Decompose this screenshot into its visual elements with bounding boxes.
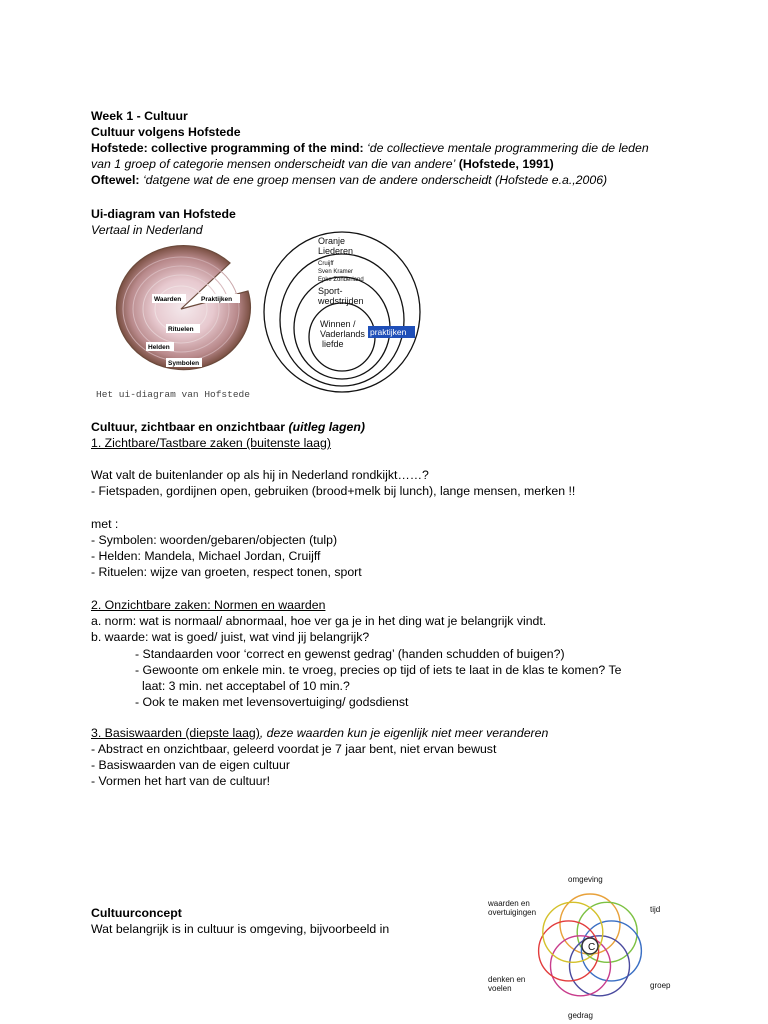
ring-second-line-1: Cruijff — [318, 261, 334, 267]
list-item: - Ook te maken met levensovertuiging/ godsdienst — [135, 695, 409, 709]
onion-shape — [116, 246, 250, 370]
onion-label-symbolen: Symbolen — [168, 360, 200, 367]
list-item: - Gewoonte om enkele min. te vroeg, precies op tijd of iets te laat in de klas te komen? Te — [135, 663, 622, 677]
praktijken-box-label: praktijken — [370, 327, 407, 337]
ring-second-line-2: Sven Kramer — [318, 269, 354, 275]
section1-title-italic: (uitleg lagen) — [288, 420, 365, 434]
culture-concept-diagram — [480, 868, 680, 1022]
list-item: - Symbolen: woorden/gebaren/objecten (tulp) — [91, 533, 338, 547]
ring-outer-line-1: Oranje — [318, 236, 346, 246]
definition-line-2 — [91, 156, 554, 172]
definition-source: (Hofstede, 1991) — [455, 157, 554, 171]
ui-diagram-title: Ui-diagram van Hofstede — [91, 207, 236, 221]
concept-label-groep: groep — [650, 981, 671, 990]
ring-third-line-2: wedstrijden — [318, 296, 364, 306]
concept-label-tijd: tijd — [650, 905, 661, 914]
concept-label-omgeving: omgeving — [568, 875, 603, 884]
concept-label-voelen: voelen — [488, 984, 512, 993]
definition-line-3 — [91, 172, 607, 188]
concept-label-gedrag: gedrag — [568, 1011, 593, 1020]
section2-waarde: b. waarde: wat is goed/ juist, wat vind jij belangrijk? — [91, 630, 370, 644]
concept-label-waarden: waarden en — [488, 899, 530, 908]
section2-title: 2. Onzichtbare zaken: Normen en waarden — [91, 598, 326, 612]
ring-second-line-3: Epke Zonderland — [318, 277, 364, 283]
list-item: - Basiswaarden van de eigen cultuur — [91, 758, 290, 772]
ring-inner-line-1: Winnen / — [320, 319, 356, 329]
definition-quote-2: van 1 groep of categorie mensen onderscheidt van die van andere’ — [91, 157, 456, 171]
section1-met: met : — [91, 517, 119, 531]
onion-diagram-image — [108, 243, 254, 378]
onion-label-praktijken: Praktijken — [201, 296, 233, 303]
onion-label-helden: Helden — [148, 344, 170, 351]
section3-title — [91, 725, 548, 741]
onion-caption: Het ui-diagram van Hofstede — [96, 389, 250, 400]
list-item: - Abstract en onzichtbaar, geleerd voordat je 7 jaar bent, niet ervan bewust — [91, 742, 497, 756]
section3-title-italic: , deze waarden kun je eigenlijk niet meer veranderen — [259, 726, 549, 740]
onion-label-rituelen: Rituelen — [168, 326, 194, 333]
definition-lead: Hofstede: collective programming of the mind: — [91, 141, 368, 155]
definition-line-1 — [91, 140, 649, 156]
ring-outer-line-2: Liederen — [318, 246, 354, 256]
oftewel-lead: Oftewel: — [91, 173, 143, 187]
section3-title-main: 3. Basiswaarden (diepste laag) — [91, 726, 260, 740]
section1-question: Wat valt de buitenlander op als hij in Nederland rondkijkt……? — [91, 468, 429, 482]
section1-title-main: Cultuur, zichtbaar en onzichtbaar — [91, 420, 289, 434]
section2-norm: a. norm: wat is normaal/ abnormaal, hoe ver ga je in het ding wat je belangrijk vindt. — [91, 614, 547, 628]
list-item: - Helden: Mandela, Michael Jordan, Cruijff — [91, 549, 321, 563]
ui-diagram-subtitle: Vertaal in Nederland — [91, 223, 203, 237]
subtitle-hofstede: Cultuur volgens Hofstede — [91, 125, 241, 139]
page-title: Week 1 - Cultuur — [91, 109, 188, 123]
section1-title — [91, 419, 365, 435]
section1-subtitle: 1. Zichtbare/Tastbare zaken (buitenste laag) — [91, 436, 331, 450]
onion-label-waarden: Waarden — [154, 296, 182, 303]
concept-center-label: C — [588, 942, 596, 953]
concept-label-denken: denken en — [488, 975, 526, 984]
concept-label-overtuigingen: overtuigingen — [488, 908, 537, 917]
ring-inner-line-3: liefde — [322, 339, 344, 349]
definition-quote-3: ‘datgene wat de ene groep mensen van de andere onderscheidt (Hofstede e.a.,2006) — [142, 173, 608, 187]
concept-title: Cultuurconcept — [91, 906, 182, 920]
dutch-onion-diagram — [262, 230, 422, 394]
list-item-continuation: laat: 3 min. net acceptabel of 10 min.? — [142, 679, 350, 693]
list-item: - Standaarden voor ‘correct en gewenst gedrag’ (handen schudden of buigen?) — [135, 647, 565, 661]
ring-third-line-1: Sport- — [318, 286, 343, 296]
list-item: - Vormen het hart van de cultuur! — [91, 774, 271, 788]
list-item: - Rituelen: wijze van groeten, respect tonen, sport — [91, 565, 362, 579]
definition-quote-1: ‘de collectieve mentale programmering die de leden — [367, 141, 649, 155]
section1-answer: - Fietspaden, gordijnen open, gebruiken (brood+melk bij lunch), lange mensen, merken !! — [91, 484, 576, 498]
ring-inner-line-2: Vaderlands — [320, 329, 365, 339]
concept-text: Wat belangrijk is in cultuur is omgeving, bijvoorbeeld in — [91, 922, 390, 936]
